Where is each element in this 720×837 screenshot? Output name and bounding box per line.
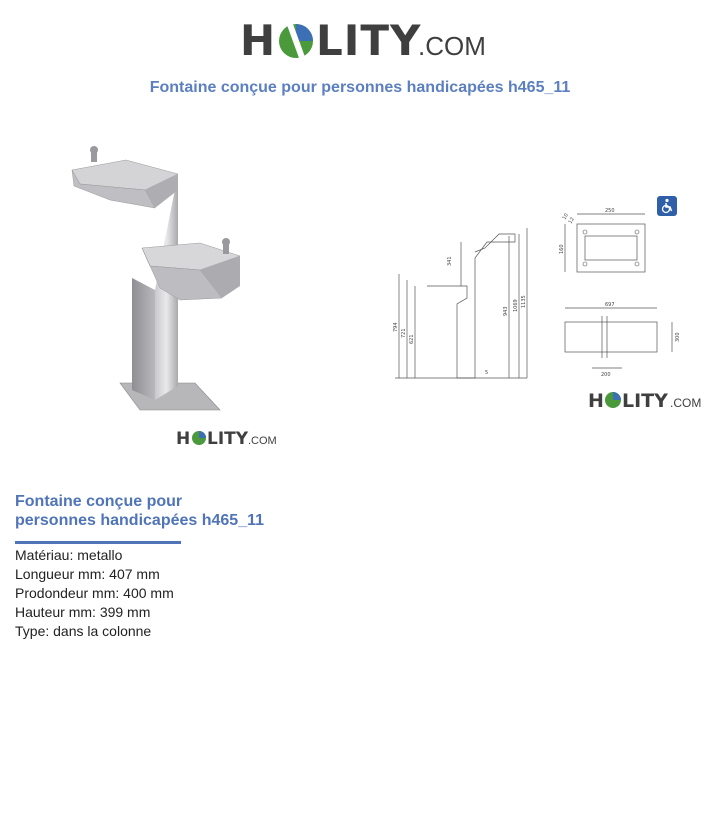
page-title: Fontaine conçue pour personnes handicapées h465_11	[149, 79, 571, 96]
section-title-line-2: personnes handicapées h465_11	[15, 512, 265, 529]
dim-794: 794	[393, 322, 399, 332]
section-divider	[15, 541, 181, 544]
small-logo-o-icon	[192, 431, 206, 445]
spec-depth: Prodondeur mm: 400 mm	[15, 585, 174, 601]
dim-697: 697	[605, 302, 615, 308]
section-title	[15, 492, 305, 530]
spec-material: Matériau: metallo	[15, 547, 123, 563]
elevation-outline	[427, 234, 515, 378]
logo-letters-lity: LITY	[316, 16, 422, 64]
dim-300: 300	[675, 332, 681, 342]
dim-943: 943	[503, 306, 509, 316]
dim-621: 621	[409, 334, 415, 344]
dim-10: 10	[561, 212, 570, 221]
drawing-logo-lity: LITY	[622, 390, 668, 412]
holity-logo-small	[176, 427, 286, 449]
dim-200: 200	[601, 372, 611, 378]
dim-5: 5	[485, 370, 489, 376]
small-logo-suffix: .COM	[248, 435, 277, 447]
logo-o-icon	[279, 20, 313, 62]
drawing-logo-h: H	[588, 390, 604, 412]
dim-721: 721	[401, 328, 407, 338]
wheelchair-accessible-icon	[657, 196, 677, 216]
dim-12: 12	[567, 216, 576, 225]
drawing-logo-suffix: .COM	[670, 396, 702, 410]
lower-bubbler-icon	[222, 238, 230, 254]
dim-1069: 1069	[513, 299, 519, 312]
holity-logo-drawing	[588, 388, 708, 412]
technical-drawing	[387, 198, 717, 382]
small-logo-lity: LITY	[207, 429, 249, 449]
spec-type: Type: dans la colonne	[15, 623, 152, 639]
dim-160: 160	[559, 244, 565, 254]
dim-250: 250	[605, 208, 615, 214]
dim-1135: 1135	[521, 295, 527, 308]
upper-bubbler-icon	[90, 146, 98, 162]
logo-suffix: .COM	[418, 31, 486, 61]
drawing-logo-o-icon	[605, 392, 621, 408]
holity-logo[interactable]	[240, 14, 490, 64]
dim-341: 341	[447, 256, 453, 266]
spec-length: Longueur mm: 407 mm	[15, 566, 160, 582]
small-logo-h: H	[176, 429, 191, 449]
section-title-line-1: Fontaine conçue pour	[15, 493, 183, 510]
spec-list	[15, 546, 174, 641]
product-photo	[60, 138, 285, 423]
column-front	[132, 278, 155, 400]
logo-letter-h: H	[240, 16, 277, 64]
spec-height: Hauteur mm: 399 mm	[15, 604, 151, 620]
